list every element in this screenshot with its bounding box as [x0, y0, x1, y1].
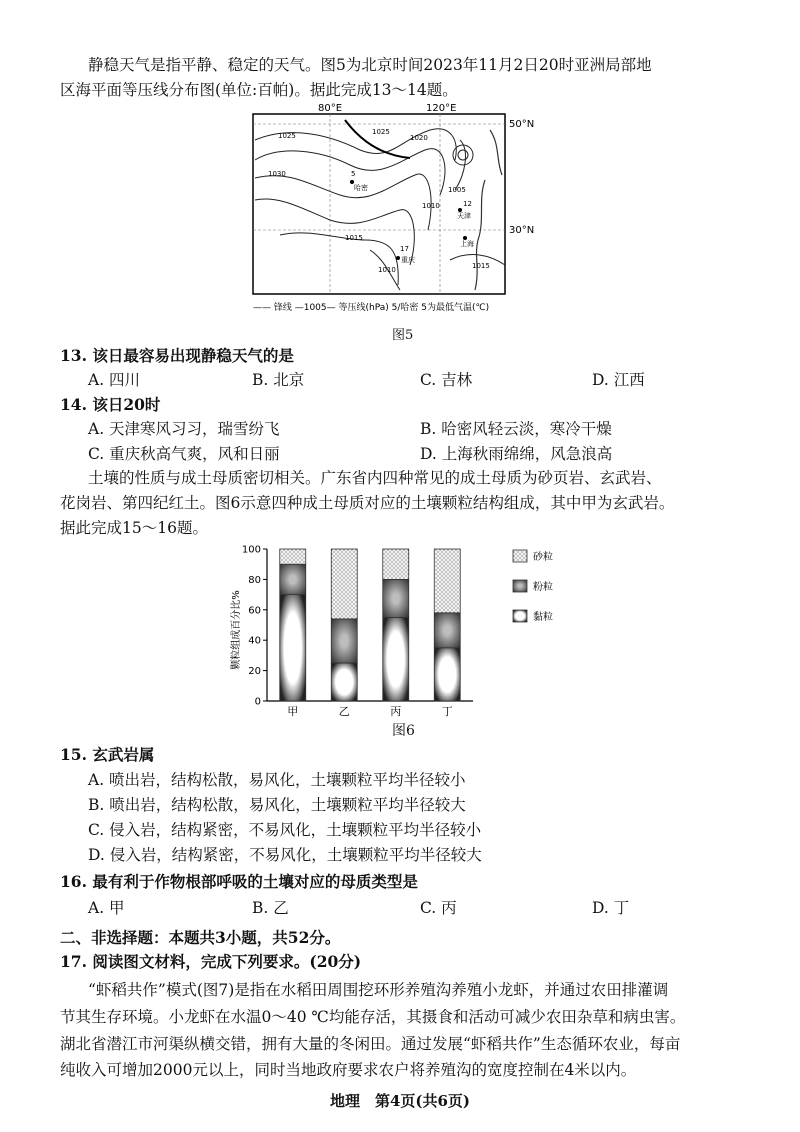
bar-segment-砂粒: [383, 549, 409, 579]
bar-segment-黏粒: [434, 648, 460, 701]
q13-option-c[interactable]: C. 吉林: [420, 371, 473, 389]
figure5-caption: 图5: [392, 328, 414, 343]
x-tick-label: 丙: [390, 705, 402, 718]
city-label-tianjin: 天津: [457, 212, 471, 220]
intro1-line1: 静稳天气是指平静、稳定的天气。图5为北京时间2023年11月2日20时亚洲局部地: [88, 56, 652, 74]
q13-option-a[interactable]: A. 四川: [88, 371, 141, 389]
q14-stem: 14. 该日20时: [60, 395, 161, 414]
q13-option-b[interactable]: B. 北京: [252, 371, 305, 389]
page-footer: 地理 第4页(共6页): [329, 1092, 471, 1110]
intro2-line3: 据此完成15～16题。: [60, 519, 208, 537]
legend-label: 砂粒: [533, 552, 553, 563]
q17-line2: 节其生存环境。小龙虾在水温0～40 ℃均能存活，其摄食和活动可减少农田杂草和病虫害。: [60, 1008, 686, 1026]
intro2-line2: 花岗岩、第四纪红土。图6示意四种成土母质对应的土壤颗粒结构组成，其中甲为玄武岩。: [60, 494, 675, 512]
isobar-label: 1015: [345, 234, 363, 242]
q16-option-c[interactable]: C. 丙: [420, 899, 457, 917]
q17-line3: 湖北省潜江市河渠纵横交错，拥有大量的冬闲田。通过发展“虾稻共作”生态循环农业，每亩: [60, 1035, 681, 1053]
intro1-line2: 区海平面等压线分布图(单位:百帕)。据此完成13～14题。: [60, 81, 458, 99]
lat-label-30: 30°N: [509, 225, 535, 236]
q15-option-c[interactable]: C. 侵入岩，结构紧密，不易风化，土壤颗粒平均半径较小: [88, 821, 482, 839]
isobar-label: 1005: [448, 186, 466, 194]
isobar-label: 1025: [278, 132, 296, 140]
y-axis-label: 颗粒组成百分比%: [231, 590, 242, 670]
figure6-caption: 图6: [392, 723, 415, 739]
q14-option-b[interactable]: B. 哈密风轻云淡，寒冷干燥: [420, 420, 612, 438]
bar-segment-粉粒: [280, 564, 306, 594]
bar-segment-砂粒: [331, 549, 357, 619]
isobar-map-svg: [250, 100, 550, 315]
soil-chart-svg: [225, 535, 575, 720]
soil-chart: [225, 535, 575, 724]
q13-option-d[interactable]: D. 江西: [592, 371, 645, 389]
lat-label-50: 50°N: [509, 119, 535, 130]
y-tick-label: 80: [248, 574, 261, 586]
q14-option-c[interactable]: C. 重庆秋高气爽，风和日丽: [88, 445, 280, 463]
bar-segment-砂粒: [434, 549, 460, 613]
min-temp-label: 5: [351, 170, 356, 178]
q16-option-b[interactable]: B. 乙: [252, 899, 289, 917]
y-tick-label: 60: [248, 605, 261, 617]
city-label-chongqing: 重庆: [401, 256, 415, 264]
q17-line1: “虾稻共作”模式(图7)是指在水稻田周围挖环形养殖沟养殖小龙虾，并通过农田排灌调: [88, 981, 669, 999]
isobar-label: 1030: [268, 170, 286, 178]
isobar-label: 1010: [378, 266, 396, 274]
x-tick-label: 丁: [441, 705, 453, 718]
q15-option-d[interactable]: D. 侵入岩，结构紧密，不易风化，土壤颗粒平均半径较大: [88, 846, 482, 864]
min-temp-label: 12: [463, 200, 472, 208]
x-tick-label: 甲: [287, 705, 299, 718]
q15-option-a[interactable]: A. 喷出岩，结构松散，易风化，土壤颗粒平均半径较小: [88, 771, 466, 789]
isobar-label: 1025: [372, 128, 390, 136]
legend-swatch: [513, 610, 527, 622]
bar-segment-粉粒: [383, 579, 409, 617]
lon-label-120: 120°E: [426, 103, 457, 114]
legend-swatch: [513, 580, 527, 592]
q16-option-d[interactable]: D. 丁: [592, 899, 630, 917]
q13-stem: 13. 该日最容易出现静稳天气的是: [60, 346, 294, 365]
bar-segment-黏粒: [280, 595, 306, 701]
lon-label-80: 80°E: [318, 103, 343, 114]
intro2-line1: 土壤的性质与成土母质密切相关。广东省内四种常见的成土母质为砂页岩、玄武岩、: [88, 469, 662, 487]
legend-label: 黏粒: [533, 612, 553, 623]
y-tick-label: 100: [241, 544, 261, 556]
q17-line4: 纯收入可增加2000元以上，同时当地政府要求农户将养殖沟的宽度控制在4米以内。: [60, 1061, 637, 1079]
q15-option-b[interactable]: B. 喷出岩，结构松散，易风化，土壤颗粒平均半径较大: [88, 796, 466, 814]
isobar-label: 1010: [422, 202, 440, 210]
map-legend: —— 锋线 —1005— 等压线(hPa) 5/哈密 5为最低气温(℃): [253, 303, 490, 313]
x-tick-label: 乙: [338, 705, 350, 718]
isobar-label: 1015: [472, 262, 490, 270]
city-label-shanghai: 上海: [460, 240, 474, 248]
legend-swatch: [513, 550, 527, 562]
legend-label: 粉粒: [533, 582, 553, 593]
y-tick-label: 40: [248, 635, 261, 647]
city-label-hami: 哈密: [354, 184, 368, 192]
isobar-label: 1020: [410, 134, 428, 142]
q14-option-a[interactable]: A. 天津寒风习习，瑞雪纷飞: [88, 420, 280, 438]
q15-stem: 15. 玄武岩属: [60, 745, 155, 764]
y-tick-label: 0: [254, 696, 261, 708]
bar-segment-粉粒: [331, 619, 357, 663]
y-tick-label: 20: [248, 666, 261, 678]
min-temp-label: 17: [400, 245, 409, 253]
q17-stem: 17. 阅读图文材料，完成下列要求。(20分): [60, 952, 362, 971]
q16-option-a[interactable]: A. 甲: [88, 899, 125, 917]
isobar-map: [250, 100, 550, 319]
q14-option-d[interactable]: D. 上海秋雨绵绵，风急浪高: [420, 445, 613, 463]
bar-segment-黏粒: [383, 617, 409, 701]
q16-stem: 16. 最有利于作物根部呼吸的土壤对应的母质类型是: [60, 872, 418, 891]
bar-segment-黏粒: [331, 663, 357, 701]
bar-segment-粉粒: [434, 613, 460, 648]
section2-heading: 二、非选择题：本题共3小题，共52分。: [60, 928, 341, 947]
bar-segment-砂粒: [280, 549, 306, 564]
